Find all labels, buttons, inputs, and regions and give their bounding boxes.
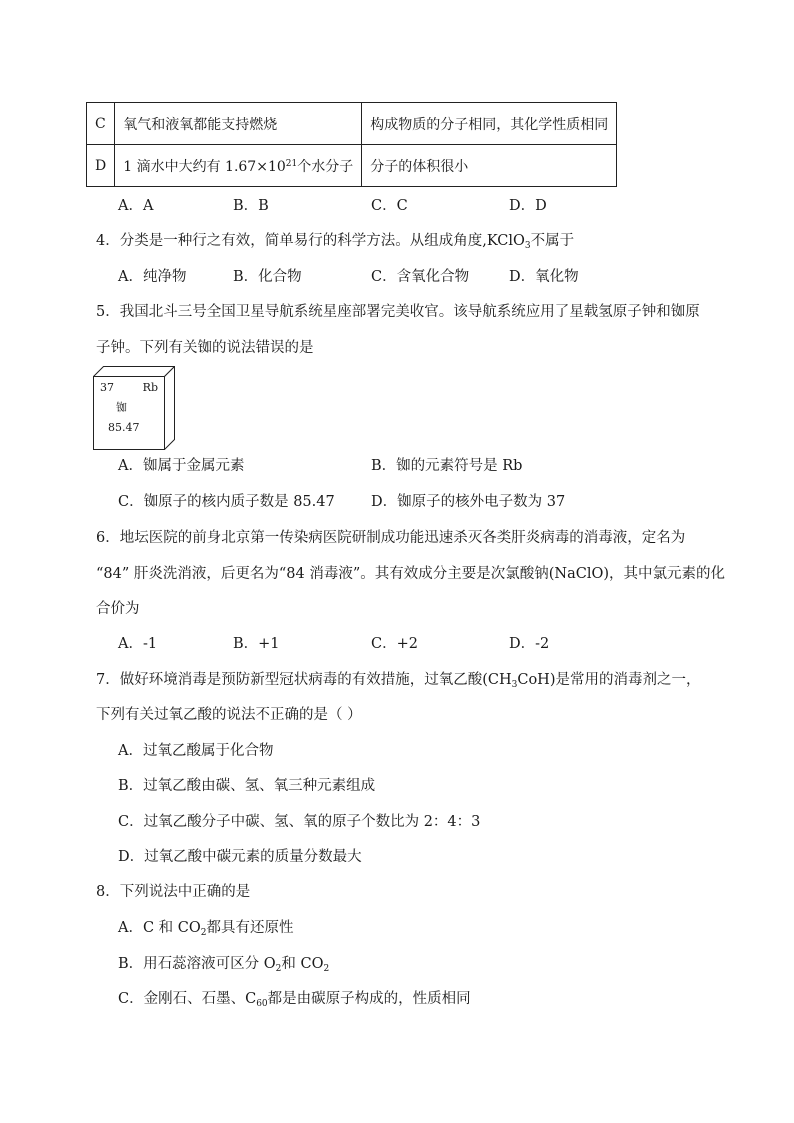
option-a[interactable]: A．C 和 $CO_2$都具有还原性 bbox=[118, 920, 294, 938]
element-symbol: Rb bbox=[142, 381, 158, 394]
option-a[interactable]: A．过氧乙酸属于化合物 bbox=[118, 743, 274, 759]
option-b[interactable]: B．B bbox=[233, 198, 269, 214]
answer-table bbox=[86, 102, 617, 187]
option-d[interactable]: D．-2 bbox=[509, 636, 550, 652]
row-explanation: 构成物质的分子相同，其化学性质相同 bbox=[362, 103, 617, 145]
option-a[interactable]: A．-1 bbox=[118, 636, 158, 652]
q5-stem-line2: 子钟。下列有关铷的说法错误的是 bbox=[96, 340, 314, 356]
option-a[interactable]: A．纯净物 bbox=[118, 269, 187, 285]
element-card-face bbox=[93, 376, 165, 450]
option-b[interactable]: B．化合物 bbox=[233, 269, 302, 285]
option-a[interactable]: A．A bbox=[118, 198, 154, 214]
row-fact: 1 滴水中大约有 $1.67\times 10^{21}$个水分子 bbox=[115, 145, 362, 187]
row-letter: C bbox=[87, 103, 115, 145]
row-fact: 氧气和液氧都能支持燃烧 bbox=[115, 103, 362, 145]
q5-stem-line1: 5．我国北斗三号全国卫星导航系统星座部署完美收官。该导航系统应用了星载氢原子钟和铷原 bbox=[96, 304, 700, 320]
row-letter: D bbox=[87, 145, 115, 187]
table-row bbox=[87, 103, 617, 145]
element-name: 铷 bbox=[116, 401, 127, 414]
atomic-mass: 85.47 bbox=[108, 421, 140, 434]
option-c[interactable]: C．金刚石、石墨、$C_{60}$都是由碳原子构成的，性质相同 bbox=[118, 991, 471, 1009]
option-d[interactable]: D．氧化物 bbox=[509, 269, 579, 285]
q7-stem-line2: 下列有关过氧乙酸的说法不正确的是（ ） bbox=[96, 707, 362, 723]
option-b[interactable]: B．过氧乙酸由碳、氢、氧三种元素组成 bbox=[118, 778, 376, 794]
atomic-number: 37 bbox=[100, 381, 114, 394]
option-c[interactable]: C．C bbox=[371, 198, 408, 214]
q8-stem: 8．下列说法中正确的是 bbox=[96, 884, 251, 900]
option-d[interactable]: D．过氧乙酸中碳元素的质量分数最大 bbox=[118, 849, 362, 865]
option-c[interactable]: C．含氧化合物 bbox=[371, 269, 470, 285]
element-card-rubidium bbox=[93, 366, 175, 450]
option-c[interactable]: C．过氧乙酸分子中碳、氢、氧的原子个数比为 2：4：3 bbox=[118, 814, 481, 830]
q4-stem: 4．分类是一种行之有效，简单易行的科学方法。从组成角度,KClO$_3$不属于 bbox=[96, 233, 575, 251]
table-row bbox=[87, 145, 617, 187]
option-c[interactable]: C．+2 bbox=[371, 636, 418, 652]
q6-stem-line3: 合价为 bbox=[96, 601, 140, 617]
option-b[interactable]: B．铷的元素符号是 Rb bbox=[371, 458, 523, 474]
option-b[interactable]: B．+1 bbox=[233, 636, 280, 652]
q6-stem-line2: “84” 肝炎洗消液，后更名为“84 消毒液”。其有效成分主要是次氯酸钠(NaClO)，其中氯元素的化 bbox=[96, 566, 726, 582]
option-d[interactable]: D．D bbox=[509, 198, 547, 214]
option-a[interactable]: A．铷属于金属元素 bbox=[118, 458, 245, 474]
q7-stem-line1: 7．做好环境消毒是预防新型冠状病毒的有效措施，过氧乙酸$(CH_3CoH)$是常用的消毒剂之一， bbox=[96, 672, 701, 690]
row-explanation: 分子的体积很小 bbox=[362, 145, 617, 187]
q6-stem-line1: 6．地坛医院的前身北京第一传染病医院研制成功能迅速杀灭各类肝炎病毒的消毒液，定名为 bbox=[96, 530, 686, 546]
option-b[interactable]: B．用石蕊溶液可区分 $O_2$和 $CO_2$ bbox=[118, 956, 330, 974]
option-c[interactable]: C．铷原子的核内质子数是 85.47 bbox=[118, 494, 335, 510]
option-d[interactable]: D．铷原子的核外电子数为 37 bbox=[371, 494, 566, 510]
